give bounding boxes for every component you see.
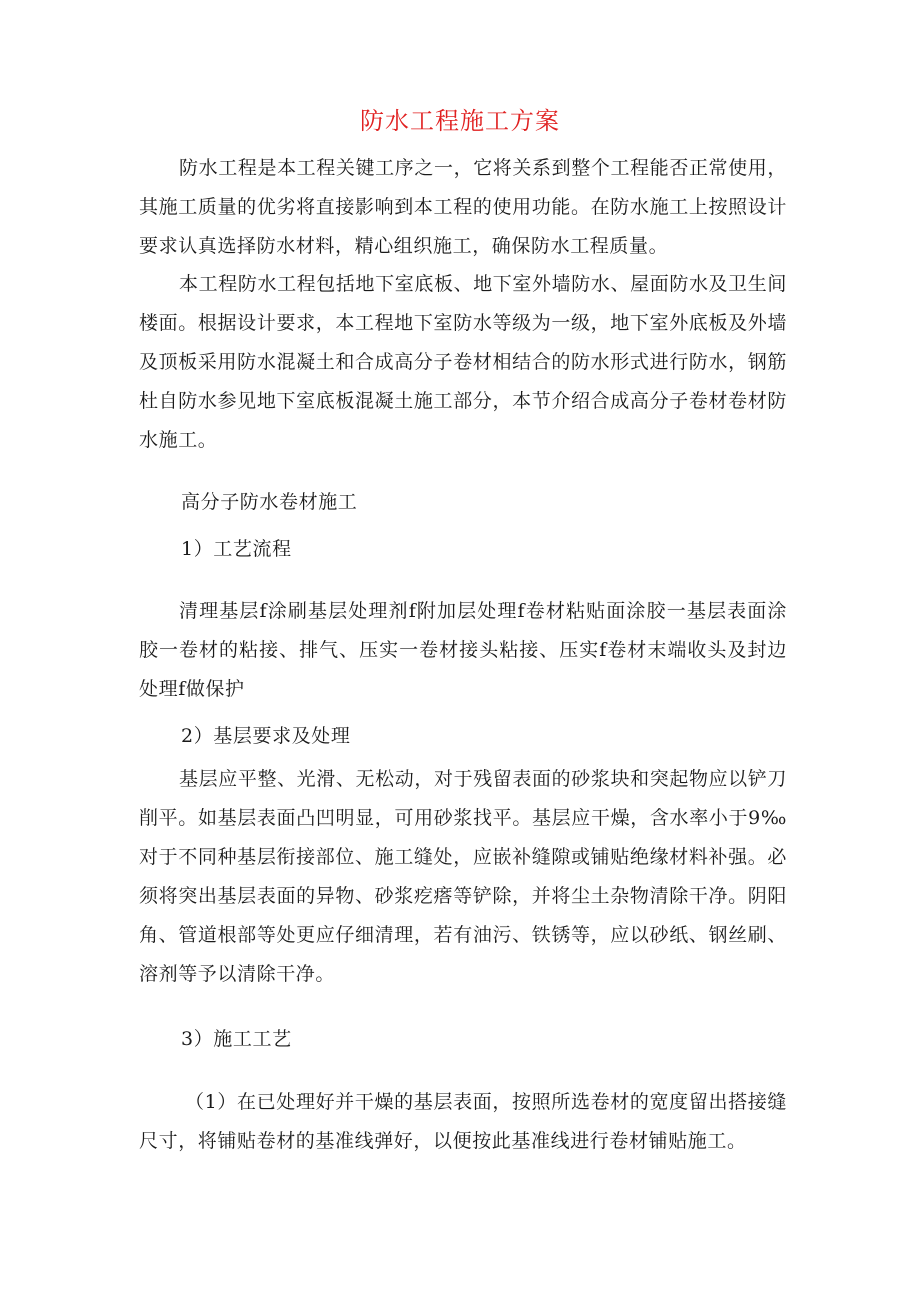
step3-item1-paragraph: （1）在已处理好并干燥的基层表面，按照所选卷材的宽度留出搭接缝尺寸，将铺贴卷材的基准线弹好，以便按此基准线进行卷材铺贴施工。 — [139, 1091, 787, 1152]
step1-heading: 1）工艺流程 — [181, 538, 292, 560]
step2-paragraph: 基层应平整、光滑、无松动，对于残留表面的砂浆块和突起物应以铲刀削平。如基层表面凸凹明显，可用砂浆找平。基层应干燥，含水率小于9‰对于不同种基层衔接部位、施工缝处，应嵌补缝隙或铺贴绝缘材料补强。必须将突出基层表面的异物、砂浆疙瘩等铲除，并将尘土杂物清除干净。阴阳角、管道根部等处更应仔细清理，若有油污、铁锈等，应以砂纸、钢丝刷、溶剂等予以清除干净。 — [139, 768, 787, 985]
intro-paragraph: 防水工程是本工程关键工序之一，它将关系到整个工程能否正常使用，其施工质量的优劣将直接影响到本工程的使用功能。在防水施工上按照设计要求认真选择防水材料，精心组织施工，确保防水工程质量。 — [139, 157, 787, 257]
scope-paragraph: 本工程防水工程包括地下室底板、地下室外墙防水、屋面防水及卫生间楼面。根据设计要求，本工程地下室防水等级为一级，地下室外底板及外墙及顶板采用防水混凝土和合成高分子卷材相结合的防水形式进行防水，钢筋杜自防水参见地下室底板混凝土施工部分，本节介绍合成高分子卷材卷材防水施工。 — [139, 273, 787, 451]
section-heading: 高分子防水卷材施工 — [181, 491, 358, 513]
step1-paragraph: 清理基层f涂刷基层处理剂f附加层处理f卷材粘贴面涂胶一基层表面涂胶一卷材的粘接、排气、压实一卷材接头粘接、压实f卷材末端收头及封边处理f做保护 — [139, 600, 787, 700]
document-title: 防水工程施工方案 — [360, 107, 560, 135]
step3-heading: 3）施工工艺 — [181, 1028, 292, 1050]
step2-heading: 2）基层要求及处理 — [181, 725, 351, 747]
